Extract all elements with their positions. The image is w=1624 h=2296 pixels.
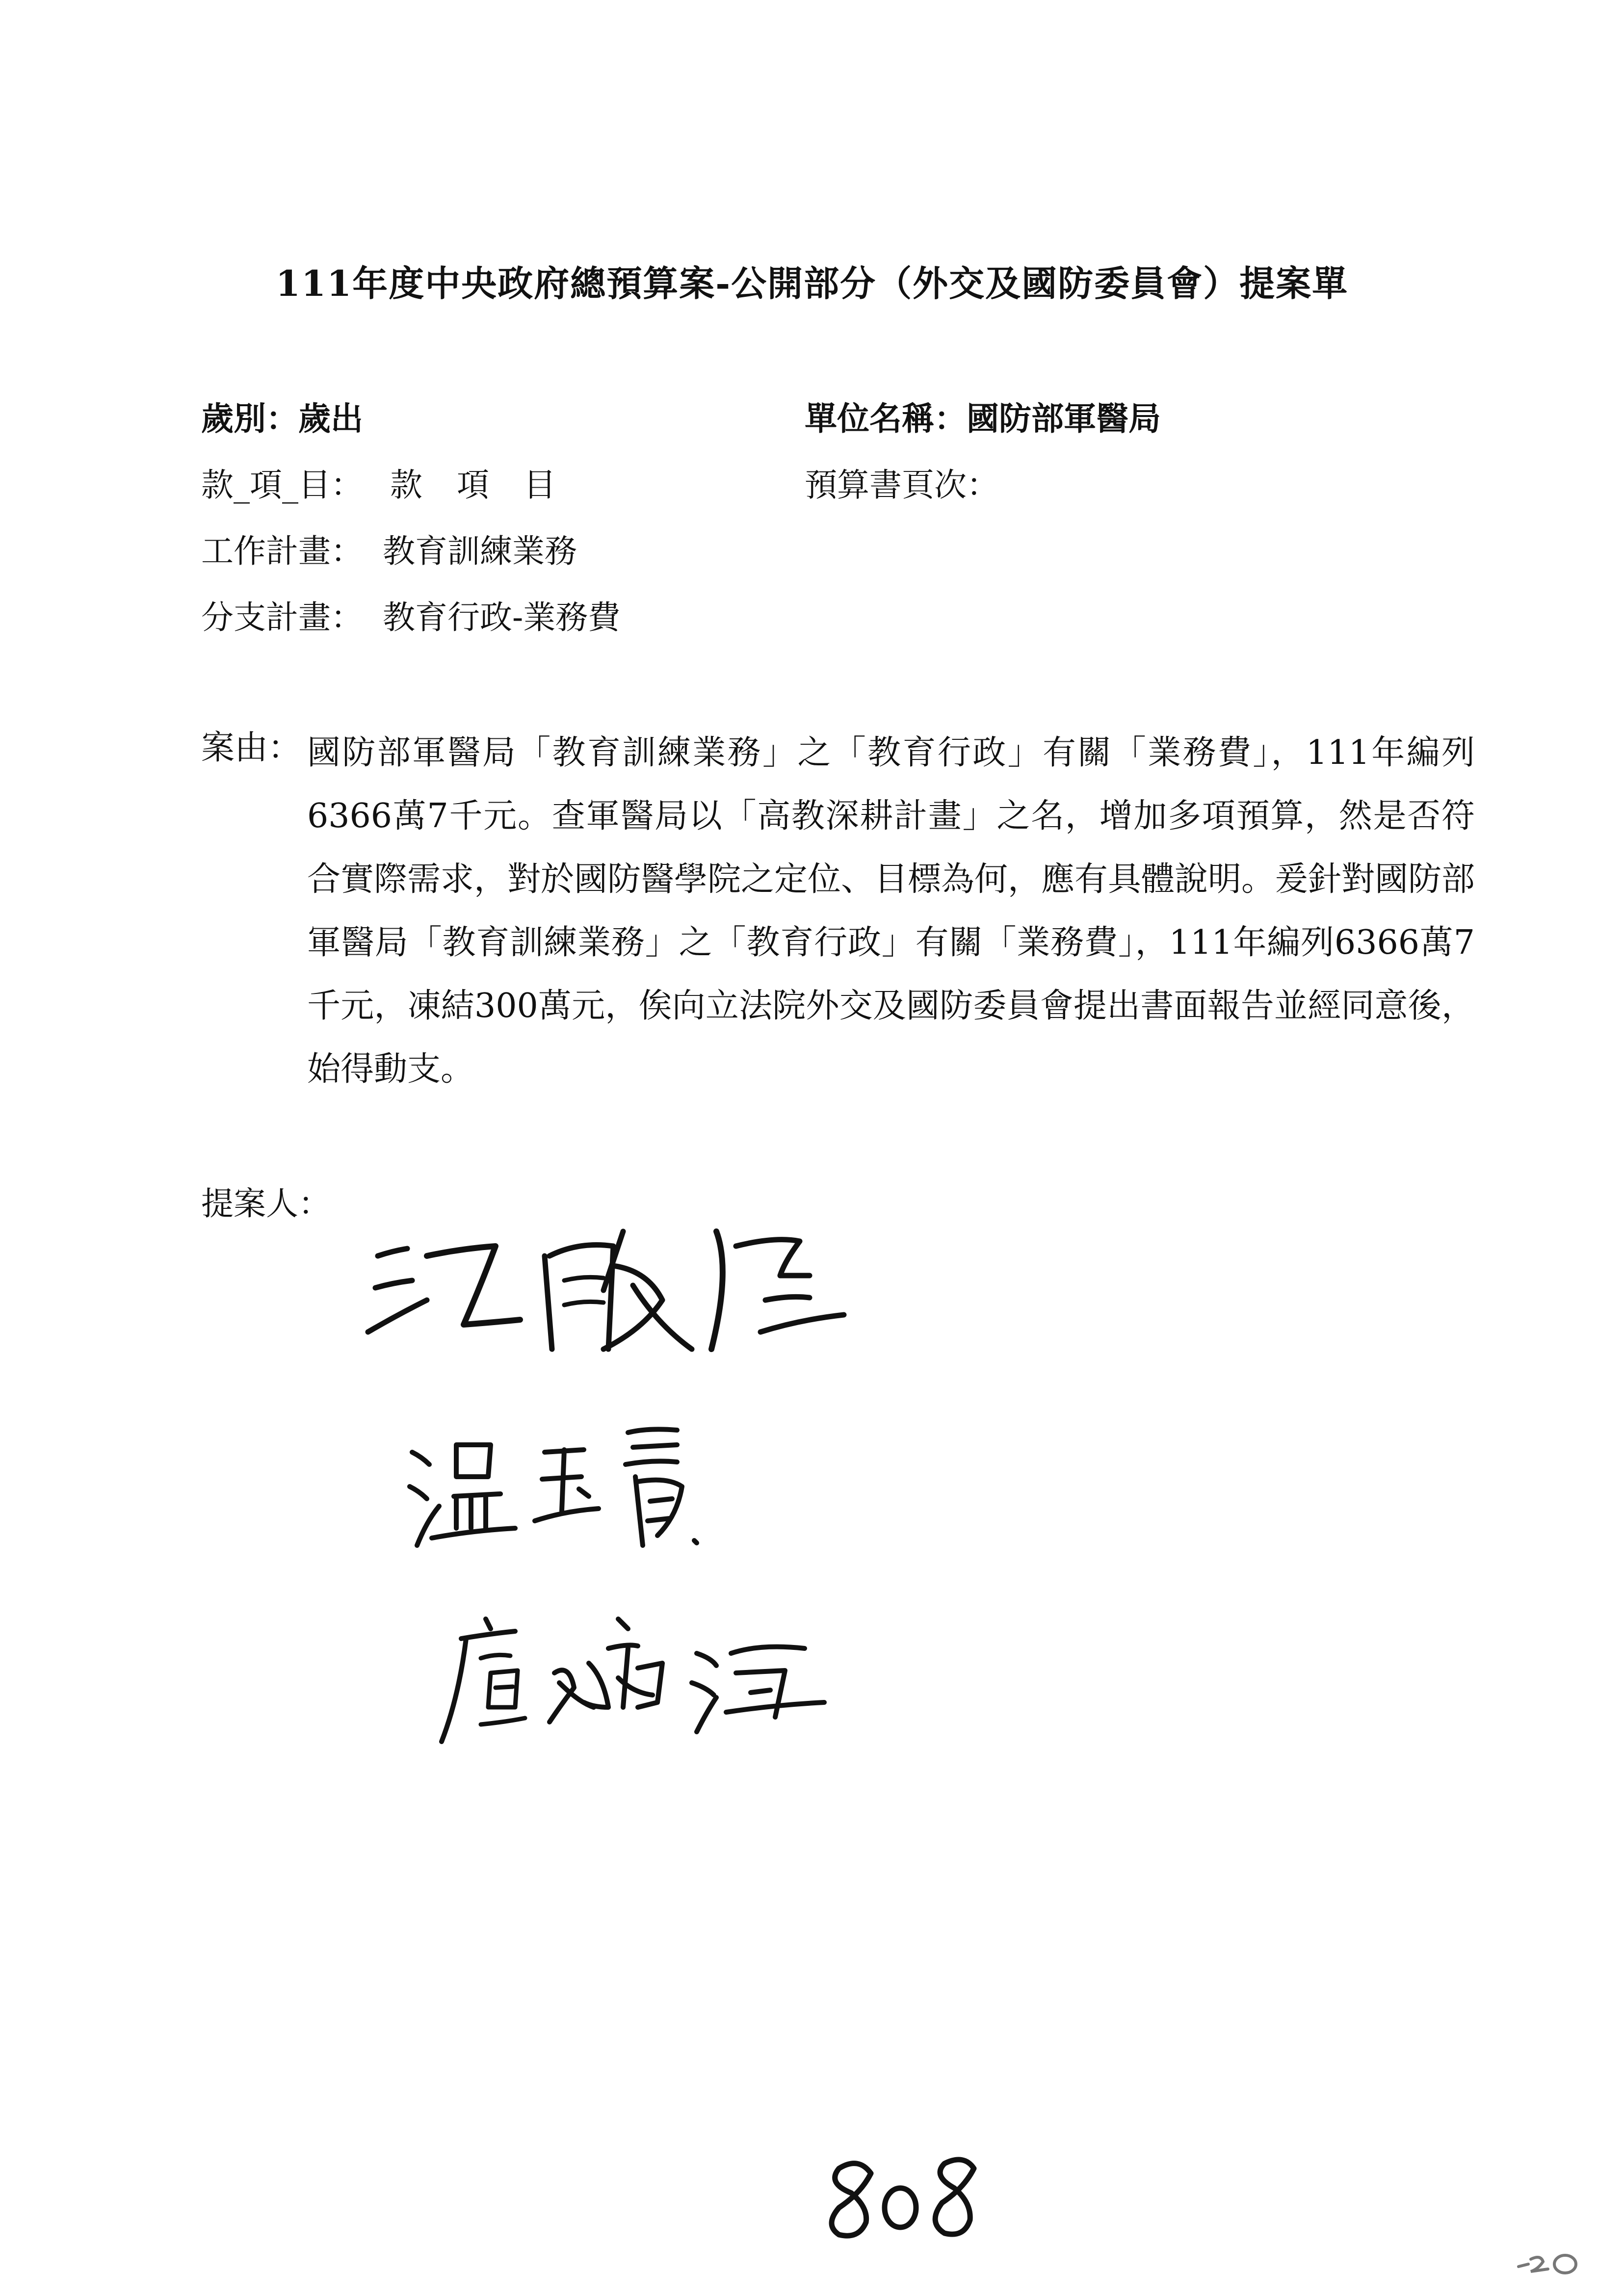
proposer-label: 提案人： bbox=[201, 1185, 331, 1223]
category-field bbox=[201, 392, 363, 439]
item-field bbox=[201, 459, 563, 505]
page-ref-field bbox=[805, 459, 999, 505]
branch-plan-value: 教育行政-業務費 bbox=[383, 599, 621, 636]
signature-1 bbox=[358, 1202, 873, 1364]
work-plan-label: 工作計畫： bbox=[201, 532, 363, 570]
branch-plan-field bbox=[201, 591, 620, 638]
unit-label: 單位名稱： bbox=[805, 399, 967, 438]
item-value-kuan: 款 bbox=[390, 466, 422, 504]
signature-2 bbox=[402, 1418, 795, 1560]
branch-plan-label: 分支計畫： bbox=[201, 599, 363, 636]
work-plan-field bbox=[201, 525, 577, 572]
category-value: 歲出 bbox=[298, 399, 363, 438]
reason-label: 案由： bbox=[201, 729, 302, 767]
unit-value: 國防部軍醫局 bbox=[967, 399, 1161, 438]
document-title: 111年度中央政府總預算案-公開部分（外交及國防委員會）提案單 bbox=[275, 262, 1349, 304]
item-label: 款_項_目： bbox=[201, 466, 363, 504]
work-plan-value: 教育訓練業務 bbox=[383, 532, 577, 570]
page-ref-label: 預算書頁次： bbox=[805, 466, 999, 504]
item-value-xiang: 項 bbox=[457, 466, 489, 504]
item-value-mu: 目 bbox=[524, 466, 556, 504]
handwritten-page-number bbox=[817, 2154, 994, 2247]
signature-3 bbox=[432, 1609, 864, 1751]
corner-mark bbox=[1514, 2244, 1587, 2279]
category-label: 歲別： bbox=[201, 399, 298, 438]
unit-field bbox=[805, 392, 1161, 439]
reason-text: 國防部軍醫局「教育訓練業務」之「教育行政」有關「業務費」，111年編列6366萬7千元。查軍醫局以「高教深耕計畫」之名，增加多項預算，然是否符合實際需求，對於國防醫學院之定位、目標為何，應有具體說明。爰針對國防部軍醫局「教育訓練業務」之「教育行政」有關「業務費」，111年編列6366萬7千元，凍結300萬元，俟向立法院外交及國防委員會提出書面報告並經同意後，始得動支。 bbox=[307, 733, 1475, 1089]
